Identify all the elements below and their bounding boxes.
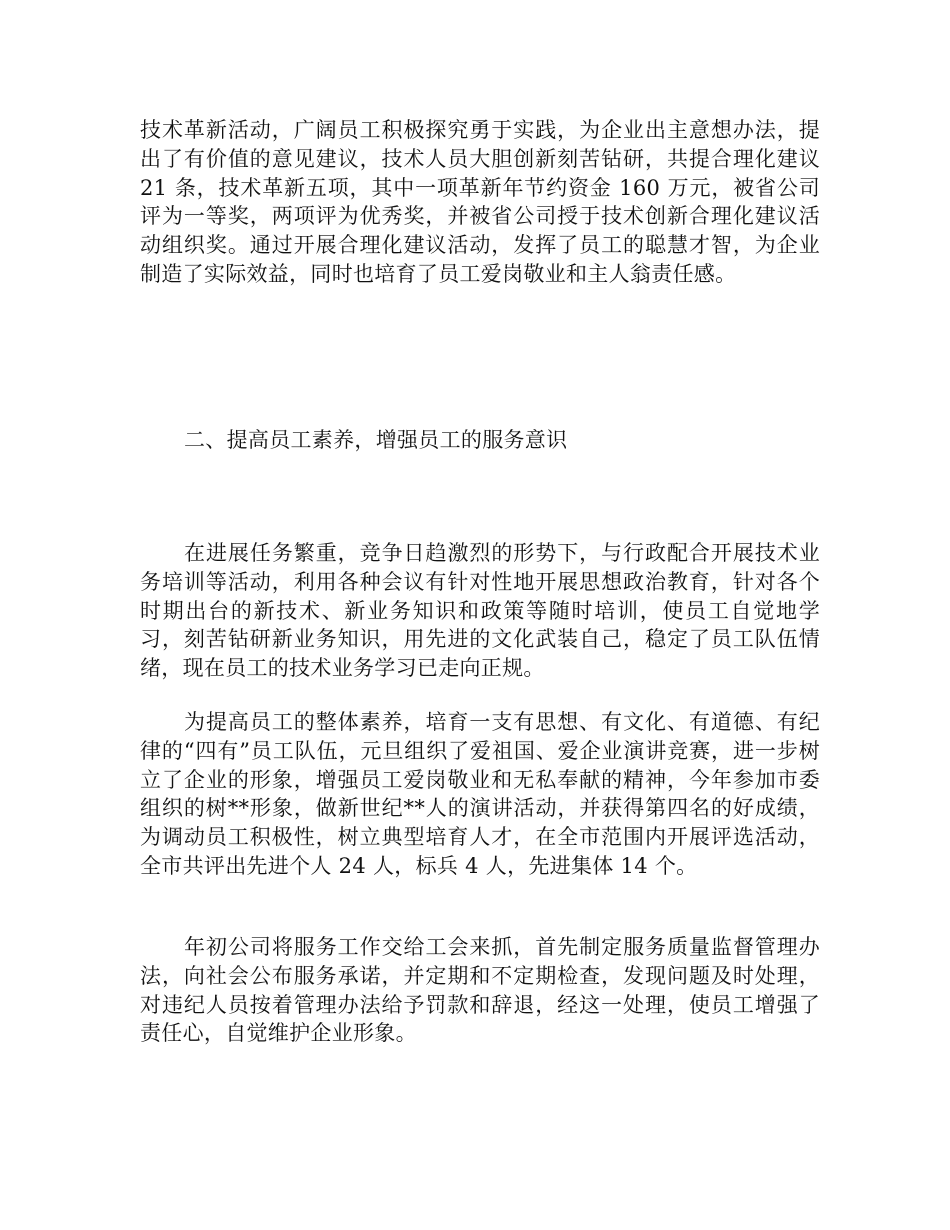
paragraph-quality: 为提高员工的整体素养，培育一支有思想、有文化、有道德、有纪律的“四有”员工队伍，元旦组织了爱祖国、爱企业演讲竞赛，进一步树立了企业的形象，增强员工爱岗敬业和无私奉献的精神，今年参加市委组织的树**形象，做新世纪**人的演讲活动，并获得第四名的好成绩，为调动员工积极性，树立典型培育人才，在全市范围内开展评选活动，全市共评出先进个人 24 人，标兵 4 人，先进集体 14 个。 [140,710,820,878]
paragraph-technical-innovation: 技术革新活动，广阔员工积极探究勇于实践，为企业出主意想办法，提出了有价值的意见建议，技术人员大胆创新刻苦钻研，共提合理化建议 21 条，技术革新五项，其中一项革新年节约资金 160 万元，被省公司评为一等奖，两项评为优秀奖，并被省公司授于技术创新合理化建议活动组织奖。通过开展合理化建议活动，发挥了员工的聪慧才智，为企业制造了实际效益，同时也培育了员工爱岗敬业和主人翁责任感。 [140,118,820,286]
section-heading: 二、提高员工素养，增强员工的服务意识 [184,428,568,452]
paragraph-training: 在进展任务繁重，竞争日趋激烈的形势下，与行政配合开展技术业务培训等活动，利用各种会议有针对性地开展思想政治教育，针对各个时期出台的新技术、新业务知识和政策等随时培训，使员工自觉地学习，刻苦钻研新业务知识，用先进的文化武装自己，稳定了员工队伍情绪，现在员工的技术业务学习已走向正规。 [140,541,820,681]
paragraph-service: 年初公司将服务工作交给工会来抓，首先制定服务质量监督管理办法，向社会公布服务承诺，并定期和不定期检查，发现问题及时处理，对违纪人员按着管理办法给予罚款和辞退，经这一处理，使员工增强了责任心，自觉维护企业形象。 [140,935,820,1046]
